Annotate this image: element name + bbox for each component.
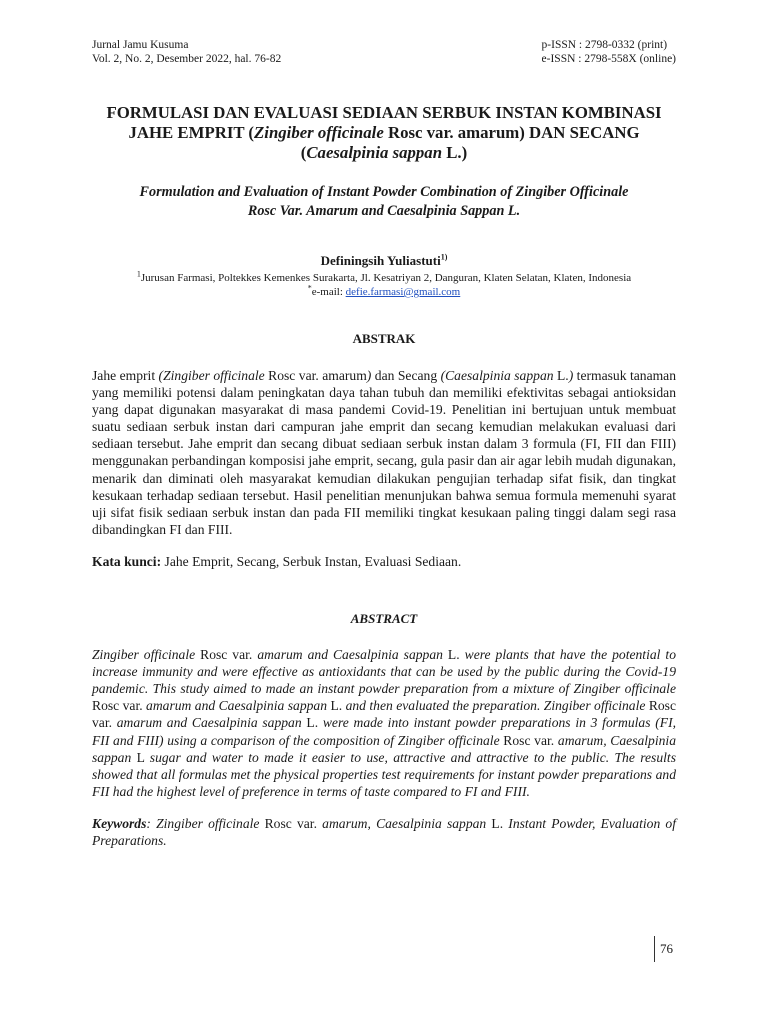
keywords-text: amarum, Caesalpinia sappan — [322, 815, 487, 831]
title-species-italic: Zingiber officinale — [254, 123, 384, 142]
keywords-text: Instant Powder, Evaluation of Preparations. — [92, 815, 676, 848]
affiliation-text: Jurusan Farmasi, Poltekkes Kemenkes Surakarta, Jl. Kesatriyan 2, Danguran, Klaten Selatan, Klaten, Indonesia — [140, 272, 632, 284]
issn-info — [542, 38, 676, 66]
abstract-text: amarum and Caesalpinia sappan — [257, 647, 443, 663]
author-superscript: 1) — [440, 252, 448, 262]
abstract-text: Zingiber officinale — [92, 647, 196, 663]
abstract-text: were plants that have the potential to increase immunity and were effective as antioxidants that can be used by the public during the Covid-19 pandemic. This study aimed to made an instant powder preparation from a mixture of Zingiber officinale — [92, 647, 676, 697]
paper-page — [92, 38, 676, 849]
keywords-label: Keywords — [92, 815, 147, 831]
affiliation-superscript: 1 — [136, 269, 141, 279]
abstrak-italic: (Caesalpinia sappan — [440, 368, 554, 383]
title-line-3 — [92, 143, 676, 163]
online-issn: e-ISSN : 2798-558X (online) — [541, 53, 676, 65]
abstrak-text: Rosc var. amarum — [264, 368, 367, 383]
abstract-normal: Rosc var. — [92, 698, 677, 731]
kata-kunci-label: Kata kunci: — [92, 553, 162, 569]
journal-volume: Vol. 2, No. 2, Desember 2022, hal. 76-82 — [92, 53, 282, 65]
abstract-paragraph — [92, 646, 676, 800]
title-line-1: FORMULASI DAN EVALUASI SEDIAAN SERBUK INSTAN KOMBINASI — [106, 103, 662, 122]
english-title — [92, 183, 676, 221]
kata-kunci-text: Jahe Emprit, Secang, Serbuk Instan, Evaluasi Sediaan. — [161, 553, 462, 569]
abstract-normal: L. — [301, 715, 323, 731]
abstract-text: amarum and Caesalpinia sappan — [116, 715, 302, 731]
abstrak-text: termasuk tanaman yang memiliki potensi dalam peningkatan daya tahan tubuh dan memiliki efektivitas sebagai antioksidan yang dapat digunakan masyarakat di masa pandemi Covid-19. Penelitian ini bertujuan untuk membuat suatu sediaan serbuk instan dari campuran jahe emprit dan secang kemudian melakukan evaluasi dari sediaan tersebut. Jahe emprit dan secang dibuat sediaan serbuk instan dalam 3 formula (FI, FII dan FIII) menggunakan perbandingan komposisi jahe emprit, secang, gula pasir dan air agar lebih mudah digunakan, menarik dan diminati oleh masyarakat kemudian dilakukan pengujian terhadap sifat fisik, dan tingkat kesukaan terhadap sediaan tersebut. Hasil penelitian menunjukan bahwa semua formula memenuhi syarat uji sifat fisik sediaan serbuk instan dan pada FII memiliki tingkat kesukaan paling tinggi dalam segi rasa dibandingkan FI dan FIII. — [92, 368, 677, 537]
author-text: Definingsih Yuliastuti — [320, 253, 441, 268]
title-line-2 — [92, 123, 676, 143]
abstrak-paragraph — [92, 367, 676, 538]
abstract-heading: ABSTRACT — [350, 611, 418, 627]
kata-kunci — [92, 553, 676, 570]
abstract-text: sugar and water to made it easier to use, attractive and attractive to the public. The results showed that all formulas met the physical properties test requirements for instant powder preparations and FII had the highest level of preference in terms of taste compared to FI and FIII. — [92, 749, 676, 799]
abstrak-italic: ) — [568, 368, 574, 383]
affiliation — [92, 271, 676, 285]
keywords-text: : Zingiber officinale — [146, 815, 260, 831]
abstract-normal: L. — [442, 647, 465, 663]
abstract-text: amarum and Caesalpinia sappan — [146, 698, 328, 714]
abstract-normal: Rosc var. — [92, 698, 147, 714]
english-title-line-2: Rosc Var. Amarum and Caesalpinia Sappan L. — [247, 203, 521, 219]
abstrak-text: dan Secang — [371, 368, 441, 383]
email-link[interactable]: defie.farmasi@gmail.com — [345, 286, 461, 298]
paper-title — [92, 103, 676, 163]
title-text: ( — [300, 143, 307, 162]
journal-header — [92, 38, 676, 66]
email-superscript: * — [307, 283, 312, 293]
author-name — [92, 253, 676, 269]
abstract-text: amarum, Caesalpinia sappan — [92, 732, 677, 765]
title-text: L.) — [442, 143, 468, 162]
title-text: Rosc var. amarum) DAN SECANG — [383, 123, 640, 142]
journal-info — [92, 38, 281, 66]
abstrak-text: Jahe emprit — [92, 368, 159, 383]
abstract-normal: L — [131, 749, 150, 765]
abstract-normal: Rosc var. — [195, 647, 258, 663]
abstract-text: were made into instant powder preparations in 3 formulas (FI, FII and FIII) using a comparison of the composition of Zingiber officinale — [92, 715, 677, 748]
abstrak-text: L. — [553, 368, 569, 383]
journal-name: Jurnal Jamu Kusuma — [92, 39, 189, 51]
keywords-normal: Rosc var. — [259, 815, 323, 831]
abstract-normal: Rosc var. — [499, 732, 558, 748]
page-number: 76 — [654, 936, 673, 962]
english-title-line-1: Formulation and Evaluation of Instant Powder Combination of Zingiber Officinale — [139, 184, 629, 200]
email-label: e-mail: — [311, 286, 346, 298]
abstrak-italic: (Zingiber officinale — [158, 368, 265, 383]
abstrak-italic: ) — [366, 368, 372, 383]
print-issn: p-ISSN : 2798-0332 (print) — [541, 39, 668, 51]
keywords — [92, 815, 676, 849]
title-text: JAHE EMPRIT ( — [128, 123, 255, 142]
abstract-normal: L. — [327, 698, 346, 714]
abstrak-heading: ABSTRAK — [352, 331, 416, 346]
title-species-italic: Caesalpinia sappan — [306, 143, 443, 162]
abstract-text: and then evaluated the preparation. Zingiber officinale — [345, 698, 646, 714]
contact-email — [92, 285, 676, 299]
keywords-normal: L. — [486, 815, 509, 831]
